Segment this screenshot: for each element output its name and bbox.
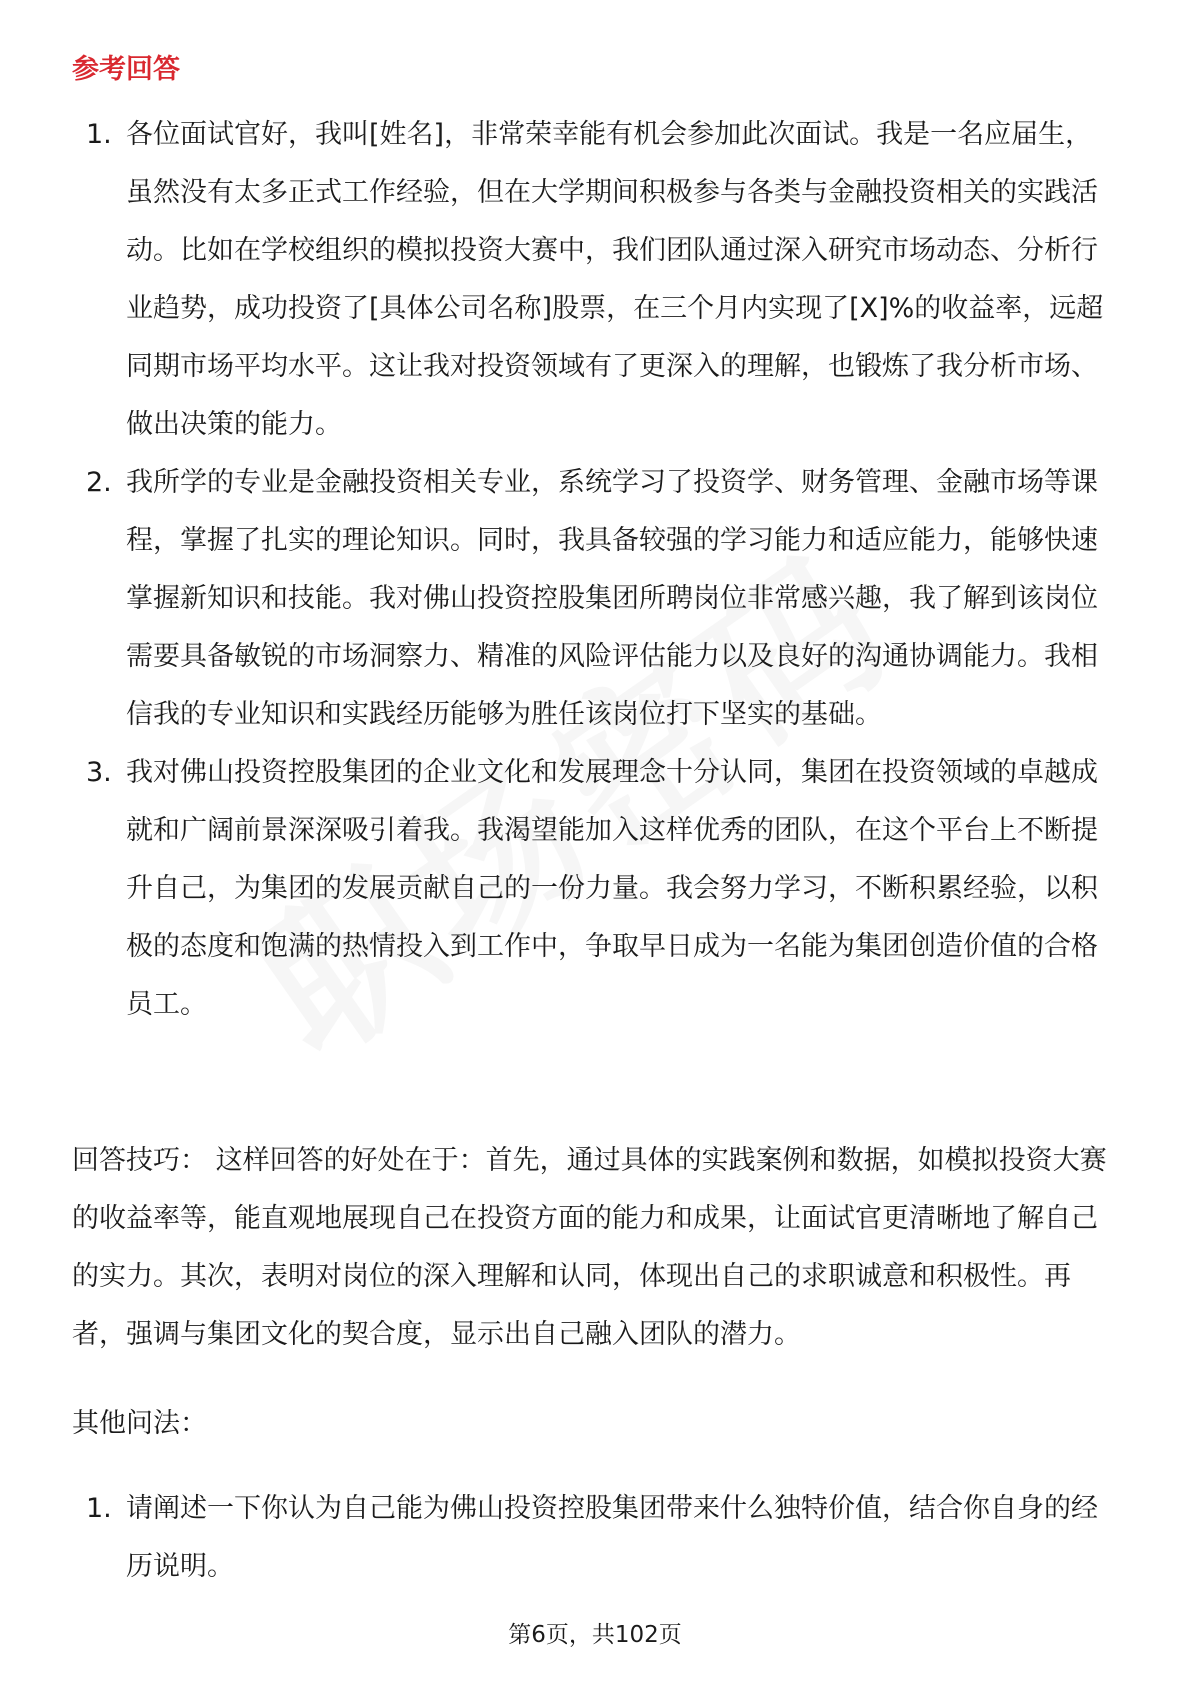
other-questions-list [72, 1480, 1118, 1596]
section-heading: 参考回答 [72, 54, 180, 85]
list-item-text: 我对佛山投资控股集团的企业文化和发展理念十分认同，集团在投资领域的卓越成就和广阔前景深深吸引着我。我渴望能加入这样优秀的团队，在这个平台上不断提升自己，为集团的发展贡献自己的一份力量。我会努力学习，不断积累经验，以积极的态度和饱满的热情投入到工作中，争取早日成为一名能为集团创造价值的合格员工。 [126, 757, 1098, 1020]
page-footer: 第6页，共102页 [508, 1622, 682, 1648]
answer-list [72, 106, 1118, 1034]
list-item [72, 744, 1118, 1034]
answer-tips: 回答技巧： 这样回答的好处在于：首先，通过具体的实践案例和数据，如模拟投资大赛的收益率等，能直观地展现自己在投资方面的能力和成果，让面试官更清晰地了解自己的实力。其次，表明对岗位的深入理解和认同，体现出自己的求职诚意和积极性。再者，强调与集团文化的契合度，显示出自己融入团队的潜力。 [72, 1145, 1107, 1350]
list-item-text: 各位面试官好，我叫[姓名]，非常荣幸能有机会参加此次面试。我是一名应届生，虽然没有太多正式工作经验，但在大学期间积极参与各类与金融投资相关的实践活动。比如在学校组织的模拟投资大赛中，我们团队通过深入研究市场动态、分析行业趋势，成功投资了[具体公司名称]股票，在三个月内实现了[X]%的收益率，远超同期市场平均水平。这让我对投资领域有了更深入的理解，也锻炼了我分析市场、做出决策的能力。 [126, 119, 1104, 440]
list-item-text: 我所学的专业是金融投资相关专业，系统学习了投资学、财务管理、金融市场等课程，掌握了扎实的理论知识。同时，我具备较强的学习能力和适应能力，能够快速掌握新知识和技能。我对佛山投资控股集团所聘岗位非常感兴趣，我了解到该岗位需要具备敏锐的市场洞察力、精准的风险评估能力以及良好的沟通协调能力。我相信我的专业知识和实践经历能够为胜任该岗位打下坚实的基础。 [126, 467, 1098, 730]
list-item-text: 请阐述一下你认为自己能为佛山投资控股集团带来什么独特价值，结合你自身的经历说明。 [126, 1493, 1098, 1582]
other-questions-label: 其他问法： [72, 1408, 207, 1439]
list-item [72, 106, 1118, 454]
list-item [72, 454, 1118, 744]
list-number: 1. [86, 1493, 112, 1524]
list-number: 1. [86, 119, 112, 150]
list-number: 2. [86, 467, 112, 498]
list-item [72, 1480, 1118, 1596]
list-number: 3. [86, 757, 112, 788]
